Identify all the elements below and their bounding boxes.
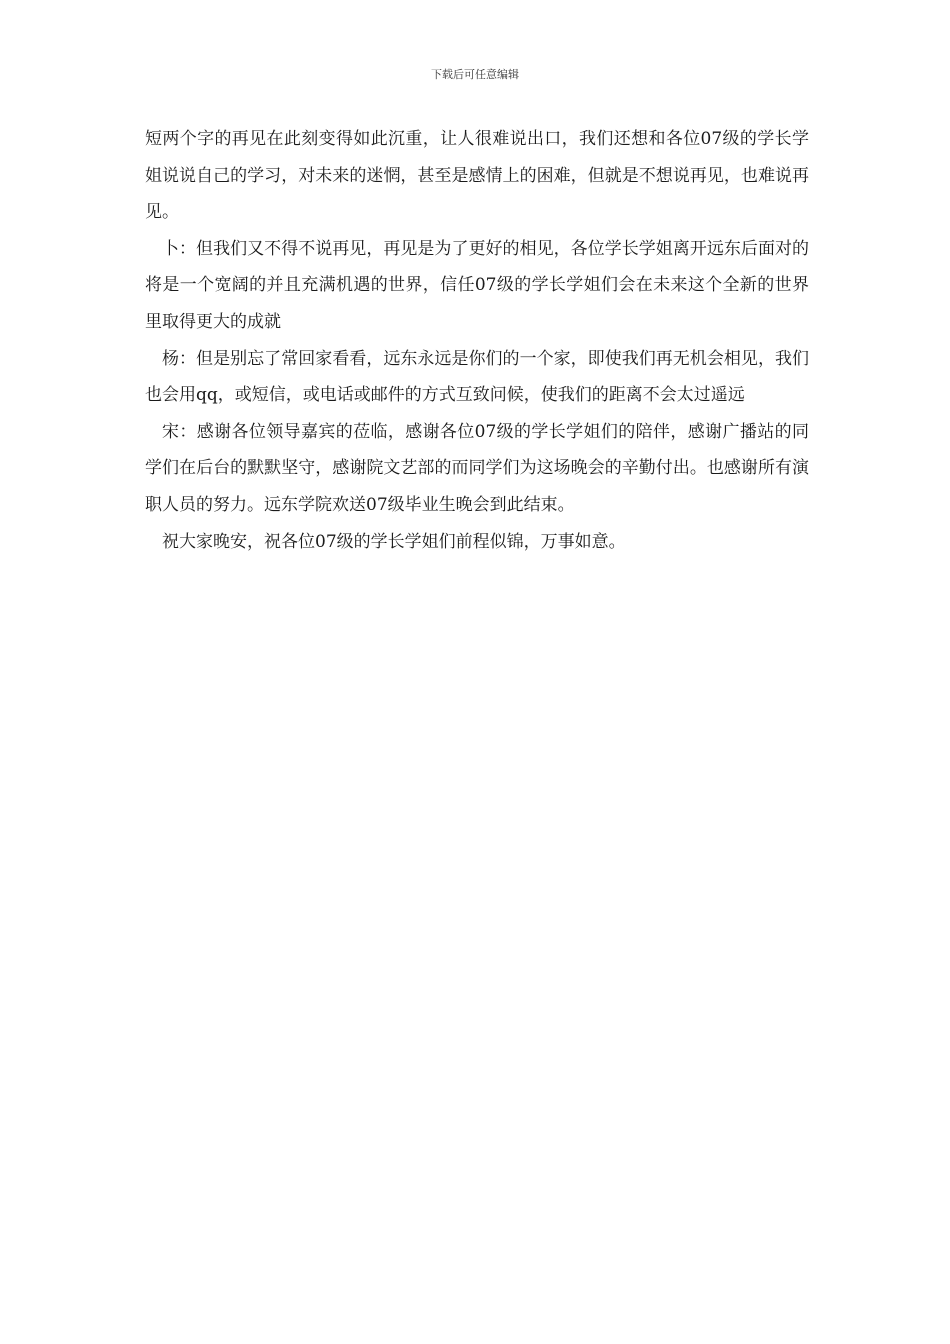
paragraph-continuation: 短两个字的再见在此刻变得如此沉重，让人很难说出口，我们还想和各位07级的学长学姐说说自己的学习，对未来的迷惘，甚至是感情上的困难，但就是不想说再见，也难说再见。: [145, 129, 809, 223]
paragraph-song: 宋：感谢各位领导嘉宾的莅临，感谢各位07级的学长学姐们的陪伴，感谢广播站的同学们在后台的默默坚守，感谢院文艺部的而同学们为这场晚会的辛勤付出。也感谢所有演职人员的努力。远东学院欢送07级毕业生晚会到此结束。: [145, 421, 809, 515]
paragraph-bu: 卜：但我们又不得不说再见，再见是为了更好的相见，各位学长学姐离开远东后面对的将是一个宽阔的并且充满机遇的世界，信任07级的学长学姐们会在未来这个全新的世界里取得更大的成就: [145, 238, 809, 332]
paragraph-closing: 祝大家晚安，祝各位07级的学长学姐们前程似锦，万事如意。: [162, 531, 626, 552]
paragraph-yang: 杨：但是别忘了常回家看看，远东永远是你们的一个家，即使我们再无机会相见，我们也会用qq，或短信，或电话或邮件的方式互致问候，使我们的距离不会太过遥远: [145, 348, 809, 406]
page-header: 下载后可任意编辑: [431, 68, 519, 81]
document-body: [145, 121, 809, 560]
